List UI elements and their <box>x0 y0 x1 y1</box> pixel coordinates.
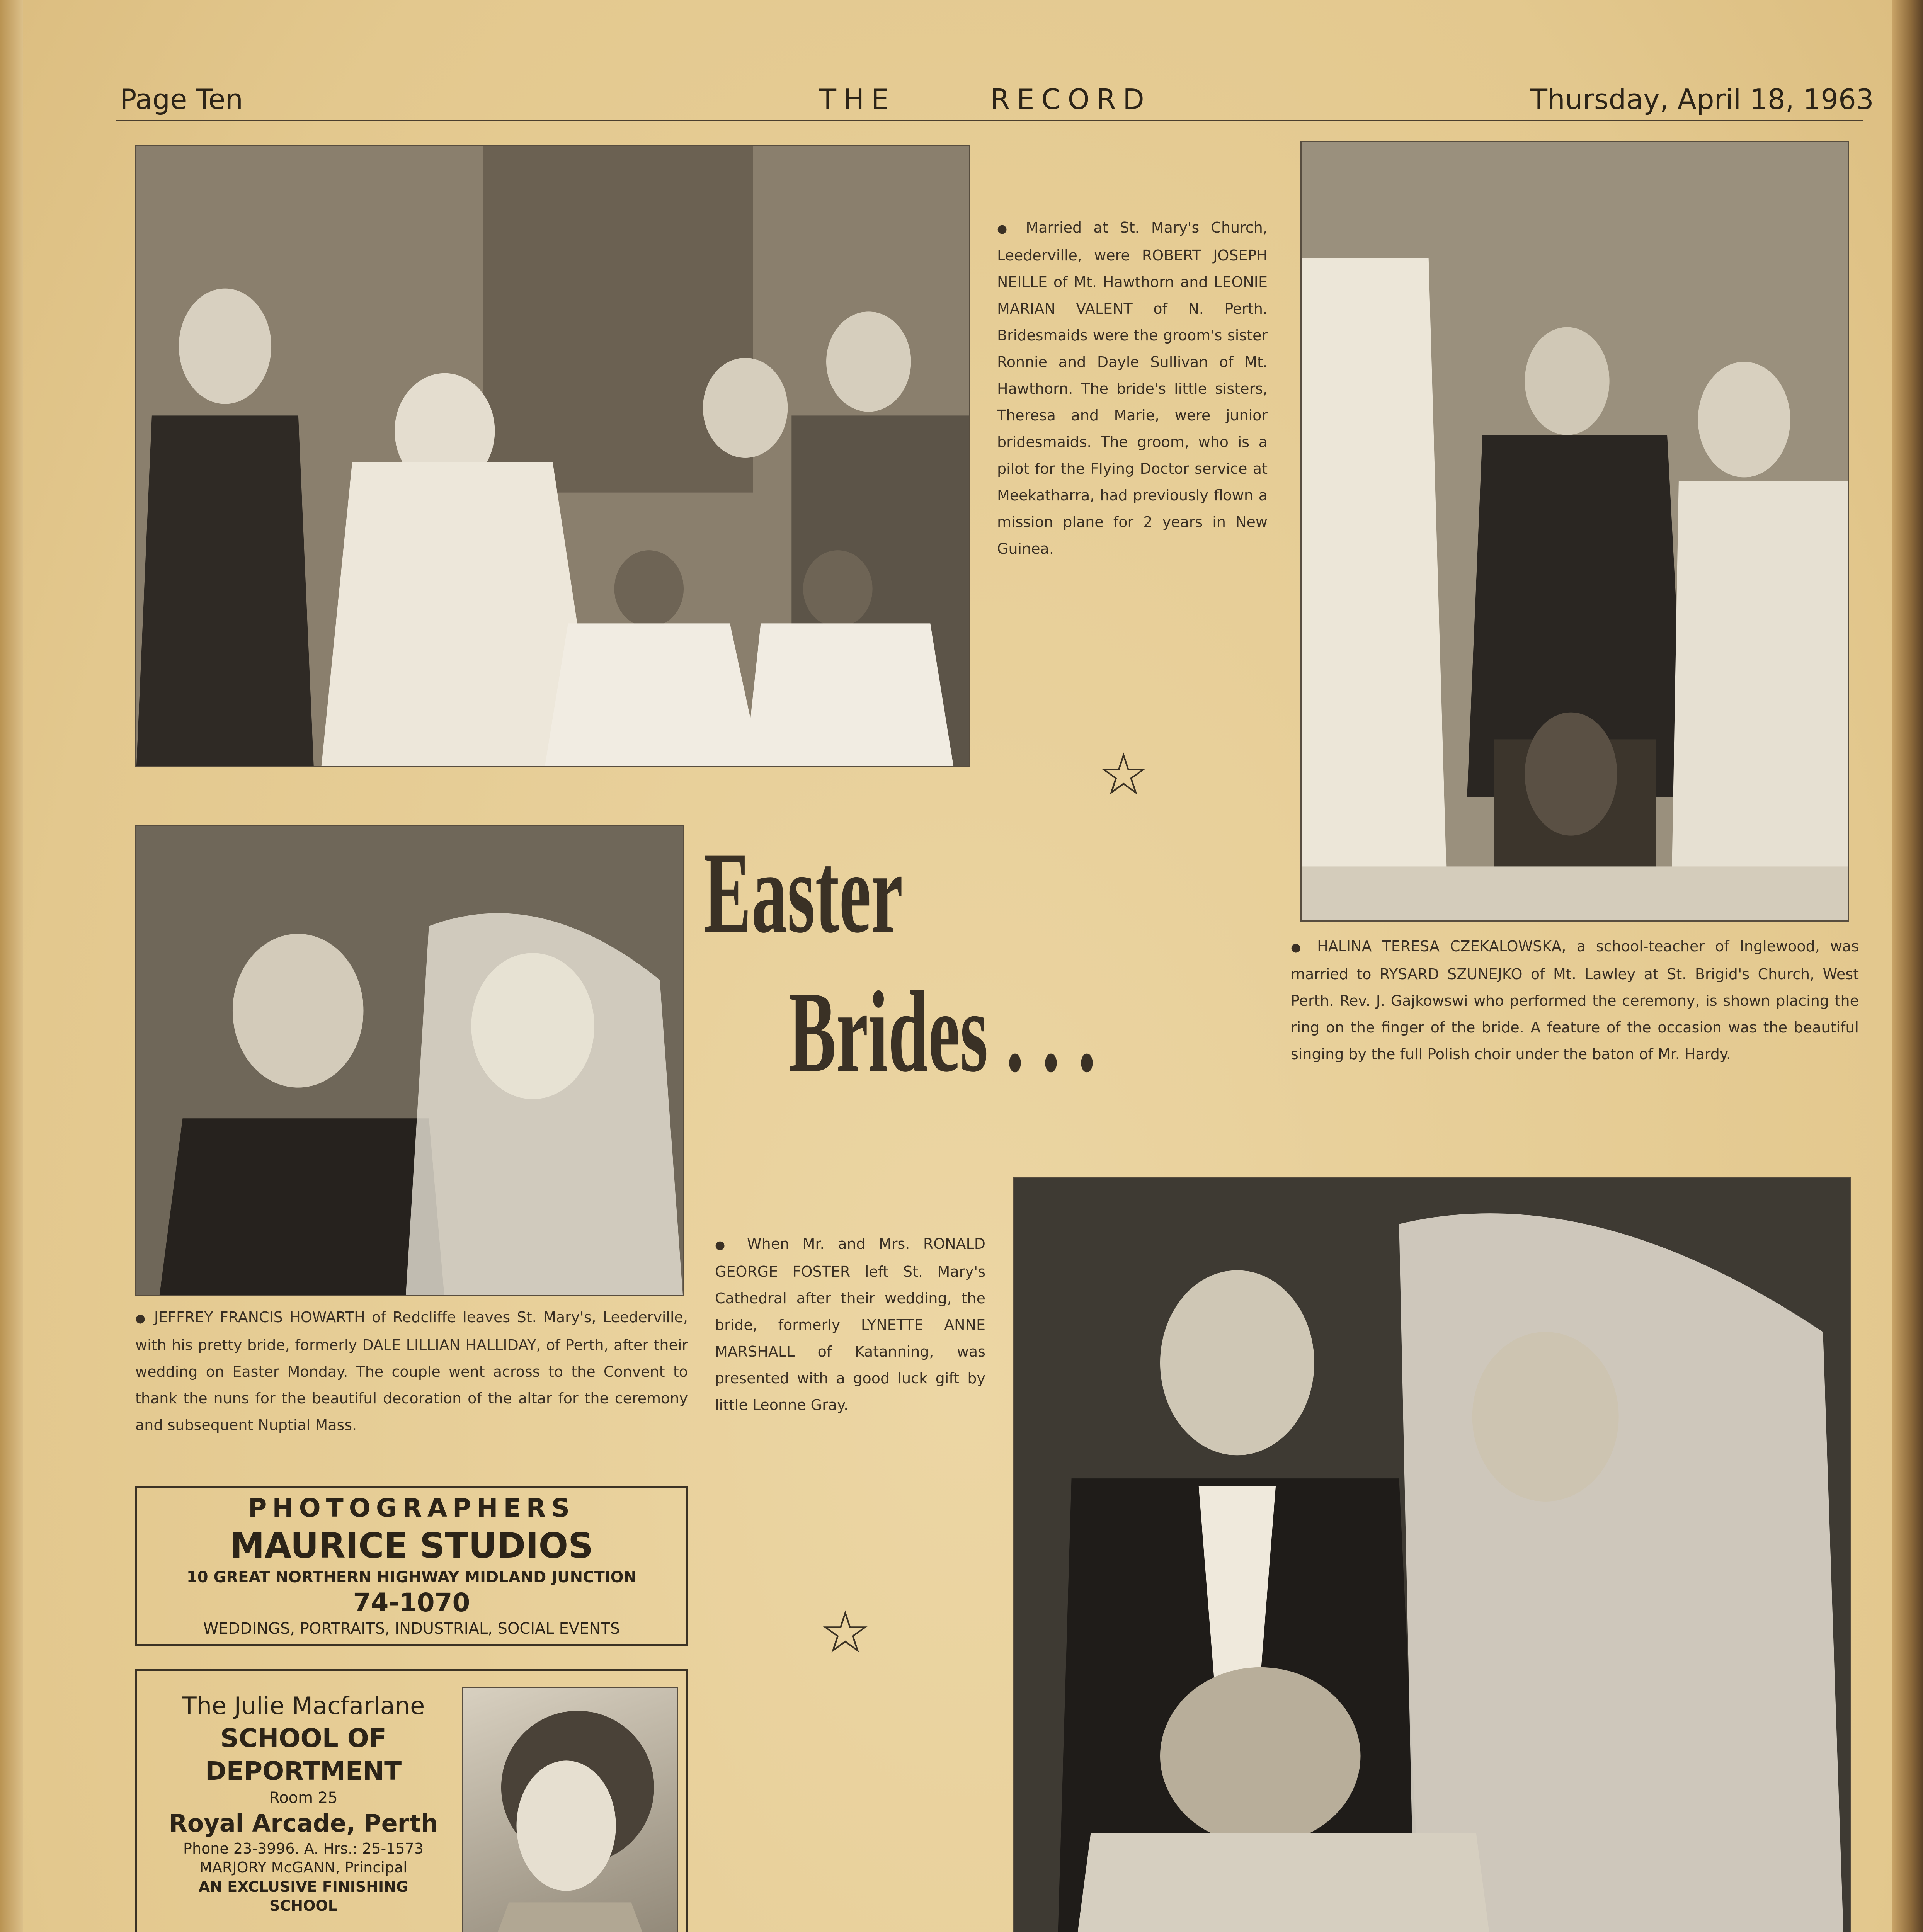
left-page-edge <box>0 0 23 1932</box>
ad-maurice-name: MAURICE STUDIOS <box>230 1525 593 1566</box>
binding-spine <box>1892 0 1923 1932</box>
ad-julie-arcade: Royal Arcade, Perth <box>169 1809 438 1838</box>
photo-howarth-couple <box>135 825 684 1296</box>
ad-julie-line3: DEPORTMENT <box>205 1756 402 1786</box>
headline-easter: Easter <box>703 828 903 957</box>
caption-howarth-text: JEFFREY FRANCIS HOWARTH of Redcliffe leaves St. Mary's, Leederville, with his pretty bride, formerly DALE LILLIAN HALLIDAY, of Perth, after their wedding on Easter Monday. The couple went across to the Convent to thank the nuns for the beautiful decoration of the altar for the ceremony and subsequent Nuptial Mass. <box>135 1309 688 1434</box>
masthead: THE RECORD <box>819 83 1151 116</box>
ad-julie-macfarlane <box>135 1669 688 1932</box>
caption-foster <box>715 1231 985 1418</box>
ad-maurice-phone: 74-1070 <box>353 1588 470 1617</box>
header-rule <box>116 120 1863 121</box>
ad-julie-phone: Phone 23-3996. A. Hrs.: 25-1573 <box>183 1840 424 1857</box>
caption-neille <box>997 214 1268 562</box>
caption-bullet: ● <box>135 1312 148 1325</box>
ad-maurice-address: 10 GREAT NORTHERN HIGHWAY MIDLAND JUNCTION <box>186 1568 637 1586</box>
photo-czekalowska-ceremony <box>1300 141 1849 922</box>
ad-julie-tagline2: SCHOOL <box>269 1897 337 1914</box>
photo-foster-couple <box>1013 1177 1851 1932</box>
ad-julie-line1: The Julie Macfarlane <box>182 1692 425 1720</box>
ad-maurice-studios <box>135 1486 688 1646</box>
caption-bullet: ● <box>997 222 1014 236</box>
ad-julie-room: Room 25 <box>269 1789 338 1807</box>
ad-julie-line2: SCHOOL OF <box>220 1723 386 1753</box>
headline-brides: Brides . . . <box>788 968 1096 1096</box>
issue-date: Thursday, April 18, 1963 <box>1530 83 1874 116</box>
caption-howarth <box>135 1304 688 1439</box>
caption-bullet: ● <box>1291 941 1307 954</box>
ad-maurice-heading: PHOTOGRAPHERS <box>248 1493 575 1523</box>
caption-czekalowska <box>1291 933 1859 1068</box>
ad-julie-model-photo <box>462 1687 678 1932</box>
caption-neille-text: Married at St. Mary's Church, Leederville, were ROBERT JOSEPH NEILLE of Mt. Hawthorn and LEONIE MARIAN VALENT of N. Perth. Bridesmaids were the groom's sister Ronnie and Dayle Sullivan of Mt. Hawthorn. The bride's little sisters, Theresa and Marie, were junior bridesmaids. The groom, who is a pilot for the Flying Doctor service at Meekatharra, had previously flown a mission plane for 2 years in New Guinea. <box>997 219 1268 557</box>
photo-neille-wedding-party <box>135 145 970 767</box>
caption-bullet: ● <box>715 1238 734 1252</box>
caption-foster-text: When Mr. and Mrs. RONALD GEORGE FOSTER left St. Mary's Cathedral after their wedding, the bride, formerly LYNETTE ANNE MARSHALL of Katanning, was presented with a good luck gift by little Leonne Gray. <box>715 1235 985 1413</box>
caption-czekalowska-text: HALINA TERESA CZEKALOWSKA, a school-teacher of Inglewood, was married to RYSARD SZUNEJKO of Mt. Lawley at St. Brigid's Church, West Perth. Rev. J. Gajkowswi who performed the ceremony, is shown placing the ring on the finger of the bride. A feature of the occasion was the beautiful singing by the full Polish choir under the baton of Mr. Hardy. <box>1291 938 1859 1063</box>
page-number: Page Ten <box>120 83 243 116</box>
star-ornament: ☆ <box>1098 741 1150 808</box>
ad-julie-principal: MARJORY McGANN, Principal <box>199 1859 407 1876</box>
ad-maurice-services: WEDDINGS, PORTRAITS, INDUSTRIAL, SOCIAL EVENTS <box>203 1619 620 1638</box>
ad-julie-tagline1: AN EXCLUSIVE FINISHING <box>198 1878 408 1895</box>
star-ornament: ☆ <box>819 1599 871 1666</box>
